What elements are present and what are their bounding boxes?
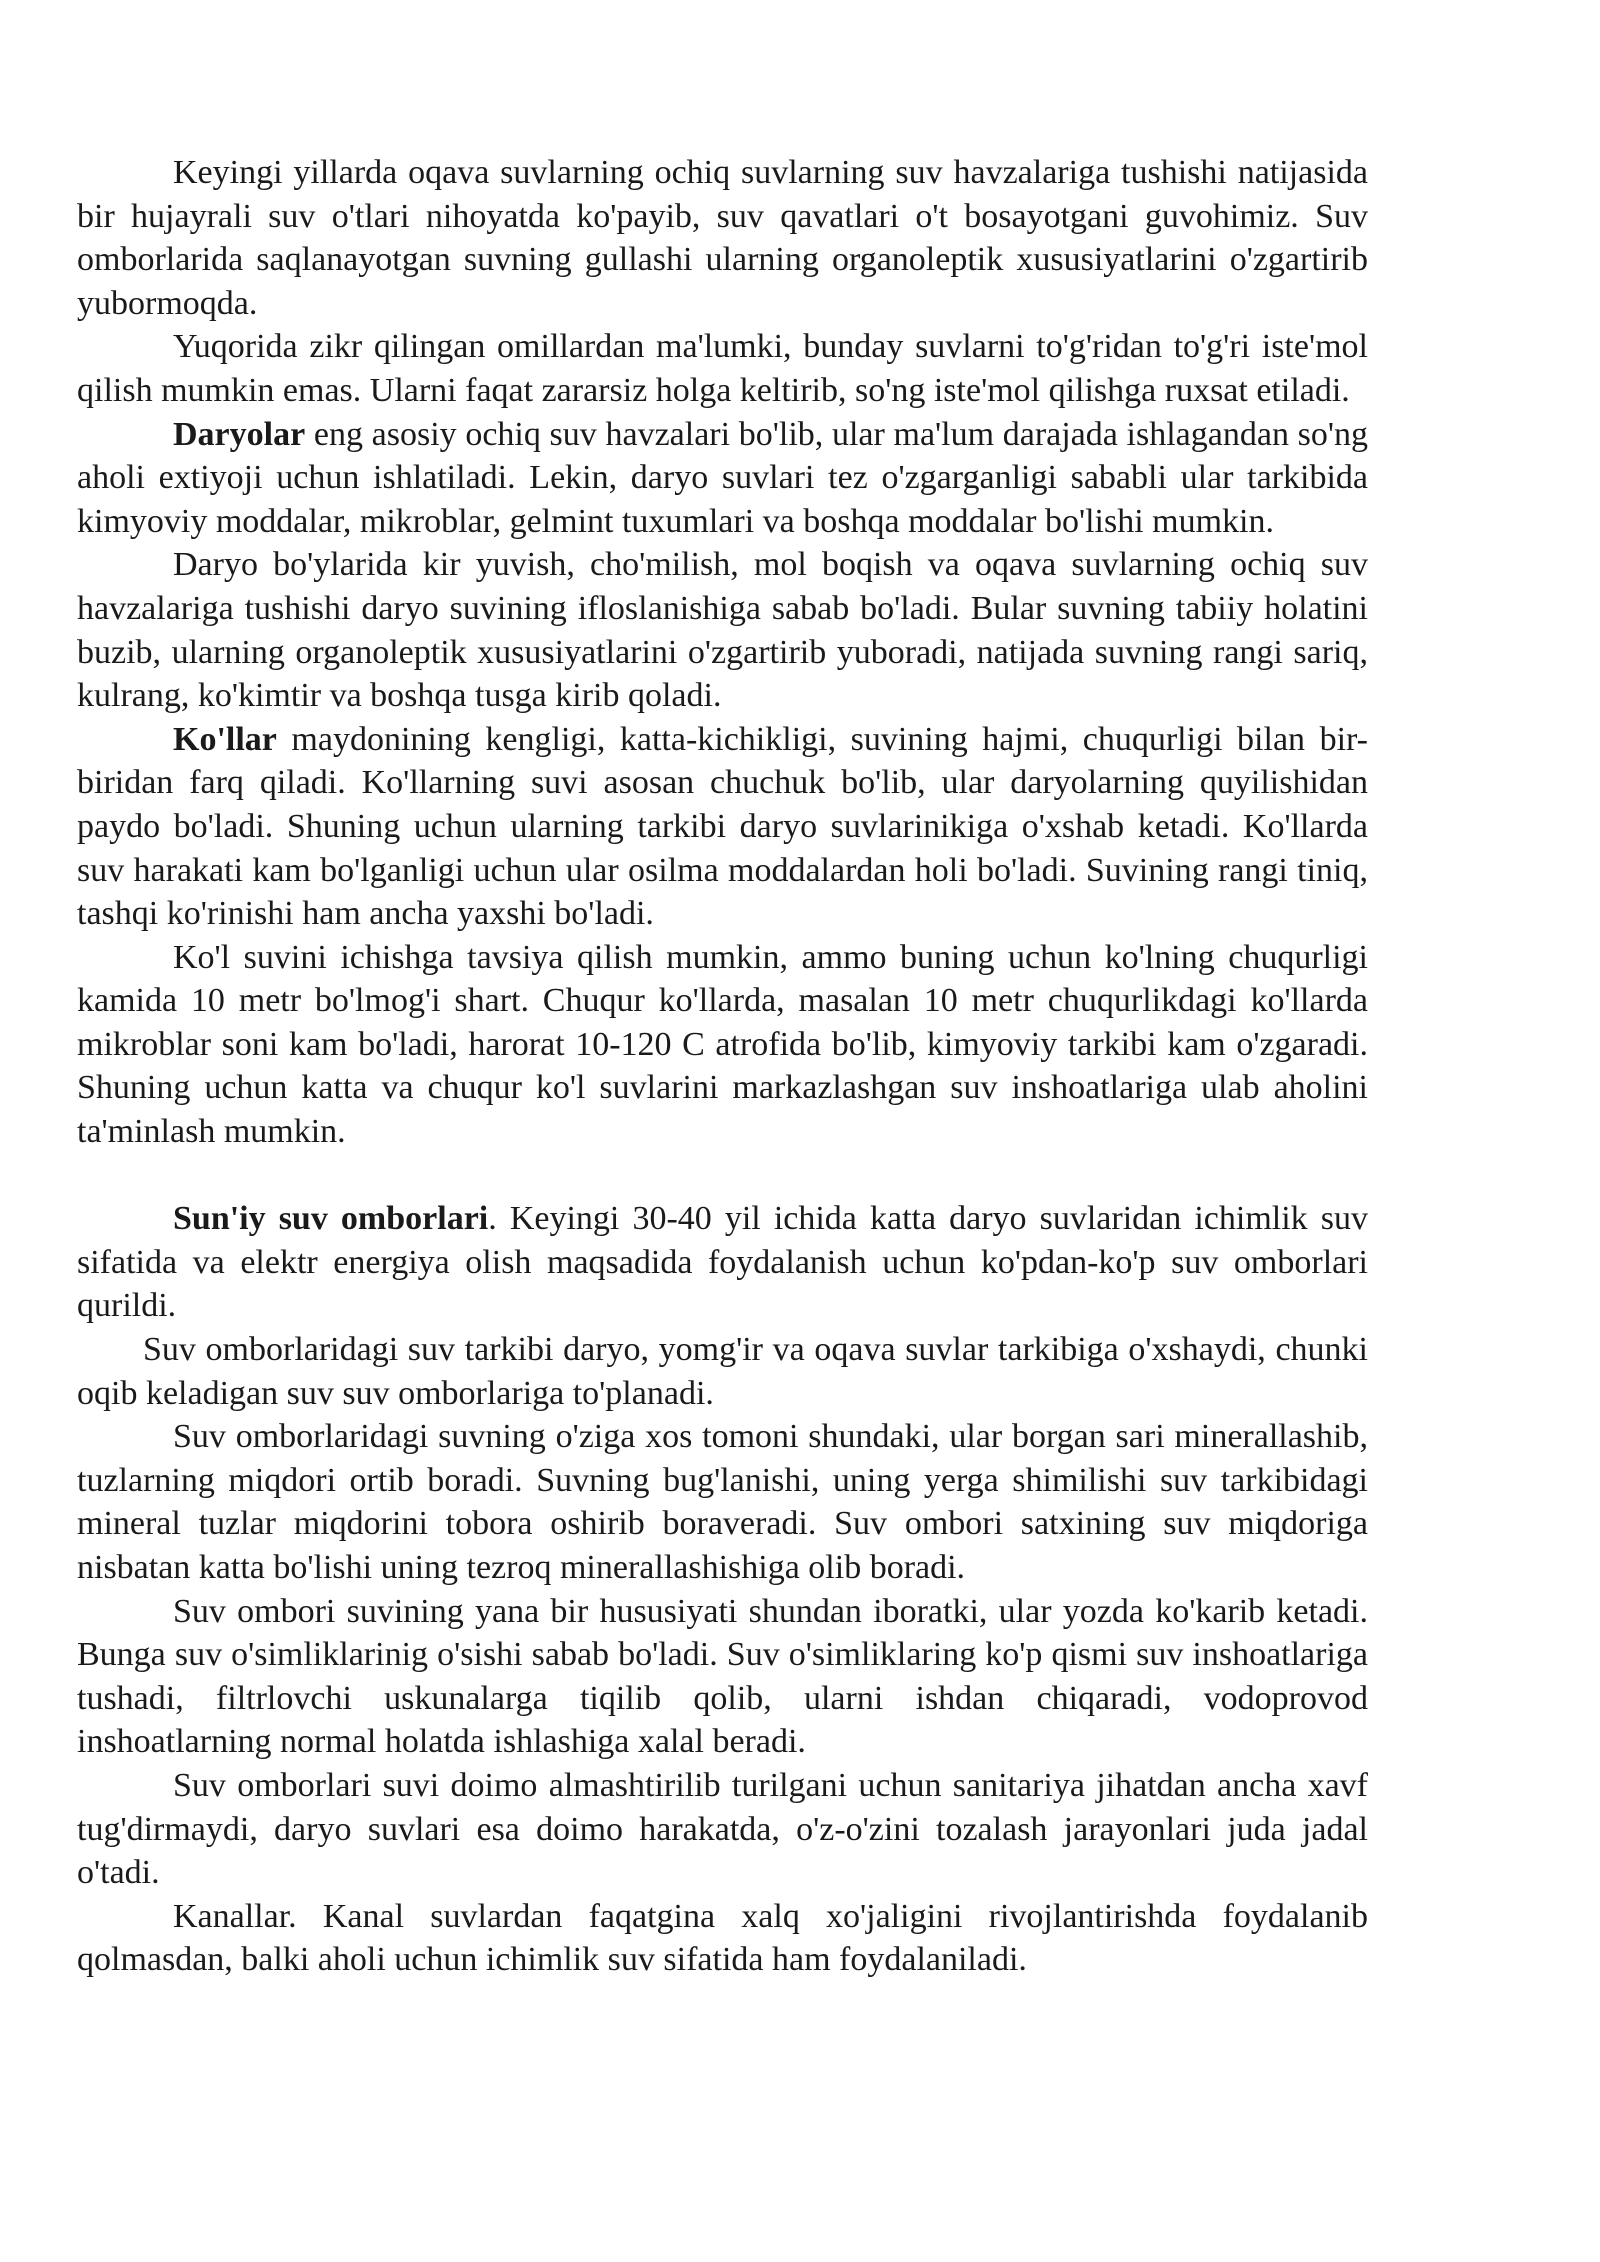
- paragraph-text: Daryo bo'ylarida kir yuvish, cho'milish, mol boqish va oqava suvlarning ochiq suv havzalariga tushishi daryo suvining ifloslanishiga sabab bo'ladi. Bular suvning tabiiy holatini buzib, ularning organoleptik xususiyatlarini o'zgartirib yuboradi, natijada suvning rangi sariq, kulrang, ko'kimtir va boshqa tusga kirib qoladi.: [77, 546, 1368, 715]
- paragraph-lake-drinking: [77, 936, 1368, 1154]
- paragraph-canals: [77, 1895, 1368, 1982]
- paragraph-text: Suv omborlari suvi doimo almashtirilib turilgani uchun sanitariya jihatdan ancha xavf tug'dirmaydi, daryo suvlari esa doimo harakatda, o'z-o'zini tozalash jarayonlari juda jadal o'tadi.: [77, 1766, 1368, 1892]
- paragraph-mineralization: [77, 1415, 1368, 1589]
- paragraph-river-pollution: [77, 543, 1368, 717]
- paragraph-text: Suv omborlaridagi suv tarkibi daryo, yomg'ir va oqava suvlar tarkibiga o'xshaydi, chunki oqib keladigan suv suv omborlariga to'planadi.: [77, 1331, 1368, 1412]
- paragraph-algae: [77, 151, 1368, 325]
- paragraph-spacer: [77, 1154, 1368, 1198]
- paragraph-factors: [77, 325, 1368, 412]
- paragraph-text: Keyingi yillarda oqava suvlarning ochiq suvlarning suv havzalariga tushishi natijasida bir hujayrali suv o'tlari nihoyatda ko'payib, suv qavatlari o't bosayotgani guvohimiz. Suv omborlarida saqlanayotgan suvning gullashi ularning organoleptik xususiyatlarini o'zgartirib yubormoqda.: [77, 154, 1368, 322]
- paragraph-text: . Keyingi 30-40 yil ichida katta daryo suvlaridan ichimlik suv sifatida va elektr energiya olish maqsadida foydalanish uchun ko'pdan-ko'p suv omborlari qurildi.: [77, 1200, 1368, 1325]
- paragraph-rivers: [77, 413, 1368, 544]
- paragraph-text: Yuqorida zikr qilingan omillardan ma'lumki, bunday suvlarni to'g'ridan to'g'ri iste'mol qilish mumkin emas. Ularni faqat zararsiz holga keltirib, so'ng iste'mol qilishga ruxsat etiladi.: [77, 328, 1368, 409]
- paragraph-reservoirs: [77, 1197, 1368, 1328]
- paragraph-heading: Ko'llar: [173, 720, 277, 758]
- paragraph-text: Ko'l suvini ichishga tavsiya qilish mumkin, ammo buning uchun ko'lning chuqurligi kamida 10 metr bo'lmog'i shart. Chuqur ko'llarda, masalan 10 metr chuqurlikdagi ko'llarda mikroblar soni kam bo'ladi, harorat 10-120 C atrofida bo'lib, kimyoviy tarkibi kam o'zgaradi. Shuning uchun katta va chuqur ko'l suvlarini markazlashgan suv inshoatlariga ulab aholini ta'minlash mumkin.: [77, 938, 1368, 1151]
- paragraph-heading: Daryolar: [173, 415, 306, 453]
- paragraph-text: maydonining kengligi, katta-kichikligi, suvining hajmi, chuqurligi bilan bir-biridan farq qiladi. Ko'llarning suvi asosan chuchuk bo'lib, ular daryolarning quyilishidan paydo bo'ladi. Shuning uchun ularning tarkibi daryo suvlarinikiga o'xshab ketadi. Ko'llarda suv harakati kam bo'lganligi uchun ular osilma moddalardan holi bo'ladi. Suvining rangi tiniq, tashqi ko'rinishi ham ancha yaxshi bo'ladi.: [77, 720, 1368, 933]
- paragraph-lakes: [77, 718, 1368, 936]
- paragraph-sanitary: [77, 1764, 1368, 1895]
- paragraph-reservoir-composition: [77, 1328, 1368, 1415]
- paragraph-text: Suv ombori suvining yana bir hususiyati shundan iboratki, ular yozda ko'karib ketadi. Bunga suv o'simliklarinig o'sishi sabab bo'ladi. Suv o'simliklaring ko'p qismi suv inshoatlariga tushadi, filtrlovchi uskunalarga tiqilib qolib, ularni ishdan chiqaradi, vodoprovod inshoatlarning normal holatda ishlashiga xalal beradi.: [77, 1592, 1368, 1761]
- paragraph-text: Suv omborlaridagi suvning o'ziga xos tomoni shundaki, ular borgan sari minerallashib, tuzlarning miqdori ortib boradi. Suvning bug'lanishi, uning yerga shimilishi suv tarkibidagi mineral tuzlar miqdorini tobora oshirib boraveradi. Suv ombori satxining suv miqdoriga nisbatan katta bo'lishi uning tezroq minerallashishiga olib boradi.: [77, 1418, 1368, 1586]
- paragraph-blooming: [77, 1590, 1368, 1764]
- paragraph-text: Kanallar. Kanal suvlardan faqatgina xalq xo'jaligini rivojlantirishda foydalanib qolmasdan, balki aholi uchun ichimlik suv sifatida ham foydalaniladi.: [77, 1897, 1368, 1979]
- paragraph-heading: Sun'iy suv omborlari: [173, 1200, 489, 1238]
- paragraph-text: eng asosiy ochiq suv havzalari bo'lib, ular ma'lum darajada ishlagandan so'ng aholi extiyoji uchun ishlatiladi. Lekin, daryo suvlari tez o'zgarganligi sababli ular tarkibida kimyoviy moddalar, mikroblar, gelmint tuxumlari va boshqa moddalar bo'lishi mumkin.: [77, 415, 1368, 540]
